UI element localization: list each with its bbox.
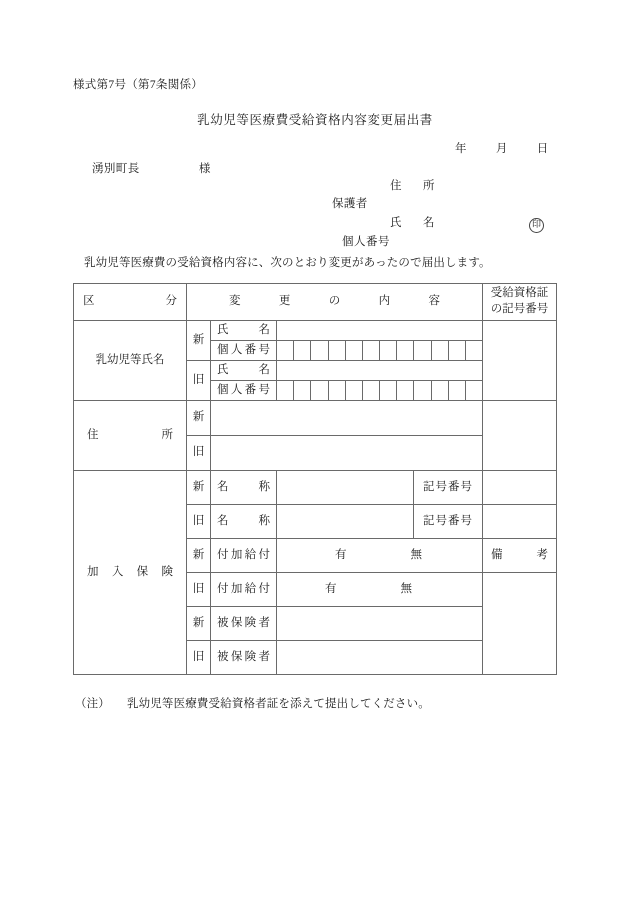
mynumber-box[interactable] <box>466 341 482 360</box>
mynumber-box[interactable] <box>449 381 466 400</box>
date-day-label: 日 <box>536 143 549 155</box>
label-benefit-new: 付加給付 <box>211 539 277 573</box>
field-certificate-number-address[interactable] <box>483 401 557 471</box>
mynumber-boxes-old[interactable] <box>277 381 482 400</box>
header-kubun: 区 分 <box>74 284 187 321</box>
field-infant-name-old[interactable] <box>277 361 483 381</box>
field-insurance-kigou-old[interactable] <box>483 505 557 539</box>
marker-old: 旧 <box>187 361 211 401</box>
mynumber-box[interactable] <box>449 341 466 360</box>
mynumber-box[interactable] <box>329 381 346 400</box>
page-title: 乳幼児等医療費受給資格内容変更届出書 <box>197 113 433 127</box>
footer-note-text: 乳幼児等医療費受給資格者証を添えて提出してください。 <box>126 698 430 710</box>
field-address-new[interactable] <box>211 401 483 436</box>
marker-old: 旧 <box>187 573 211 607</box>
field-infant-name-new[interactable] <box>277 321 483 341</box>
section-label-insurance: 加 入 保 険 <box>74 471 187 675</box>
benefit-yes-new[interactable]: 有 <box>335 548 347 561</box>
date-year-label: 年 <box>455 143 467 155</box>
table-row <box>74 471 557 505</box>
table-row <box>74 401 557 436</box>
label-insurance-name-new: 名 称 <box>211 471 277 505</box>
seal-circle-glyph: 印 <box>529 218 544 233</box>
field-insurance-name-old-input[interactable] <box>277 505 413 538</box>
field-insurance-name-old[interactable] <box>277 505 483 539</box>
label-insurance-name-old: 名 称 <box>211 505 277 539</box>
mynumber-box[interactable] <box>363 341 380 360</box>
footer-note <box>75 699 430 711</box>
label-insured-old: 被保険者 <box>211 641 277 675</box>
mynumber-box[interactable] <box>397 341 414 360</box>
field-remarks[interactable] <box>483 573 557 675</box>
benefit-no-old[interactable]: 無 <box>400 582 412 595</box>
mynumber-box[interactable] <box>346 381 363 400</box>
mynumber-box[interactable] <box>294 381 311 400</box>
applicant-name-label: 氏 名 <box>390 217 440 229</box>
mynumber-box[interactable] <box>363 381 380 400</box>
guardian-label: 保護者 <box>332 198 368 210</box>
benefit-options-old[interactable] <box>277 583 482 596</box>
addressee-name: 湧別町長 <box>92 163 140 175</box>
field-infant-mynumber-new[interactable] <box>277 341 483 361</box>
field-insurance-kigou-new[interactable] <box>483 471 557 505</box>
label-infant-name-new: 氏 名 <box>211 321 277 341</box>
label-remarks: 備 考 <box>483 539 557 573</box>
mynumber-boxes-new[interactable] <box>277 341 482 360</box>
section-label-infant-name: 乳幼児等氏名 <box>74 321 187 401</box>
table-header-row <box>74 284 557 321</box>
mynumber-box[interactable] <box>414 381 431 400</box>
mynumber-box[interactable] <box>432 341 449 360</box>
label-insured-new: 被保険者 <box>211 607 277 641</box>
date-line <box>455 144 548 156</box>
applicant-address-label: 住 所 <box>390 180 440 192</box>
label-infant-mynumber-new: 個人番号 <box>211 341 277 361</box>
mynumber-box[interactable] <box>346 341 363 360</box>
marker-new: 新 <box>187 401 211 436</box>
mynumber-box[interactable] <box>294 341 311 360</box>
field-address-old[interactable] <box>211 436 483 471</box>
label-benefit-old: 付加給付 <box>211 573 277 607</box>
mynumber-box[interactable] <box>311 341 328 360</box>
addressee <box>92 164 211 176</box>
header-change-content: 変 更 の 内 容 <box>187 284 483 321</box>
field-insured-new[interactable] <box>277 607 483 641</box>
seal-mark-icon <box>529 216 544 233</box>
marker-new: 新 <box>187 539 211 573</box>
marker-old: 旧 <box>187 505 211 539</box>
mynumber-box[interactable] <box>311 381 328 400</box>
mynumber-box[interactable] <box>277 381 294 400</box>
declaration-statement: 乳幼児等医療費の受給資格内容に、次のとおり変更があったので届出します。 <box>84 257 491 269</box>
mynumber-box[interactable] <box>380 341 397 360</box>
label-insurance-kigou-old: 記号番号 <box>413 505 482 538</box>
marker-new: 新 <box>187 321 211 361</box>
mynumber-box[interactable] <box>466 381 482 400</box>
label-infant-name-old: 氏 名 <box>211 361 277 381</box>
field-certificate-number-name[interactable] <box>483 321 557 401</box>
addressee-honorific: 様 <box>198 163 211 175</box>
field-benefit-new[interactable] <box>277 539 483 573</box>
change-details-table <box>73 283 557 675</box>
mynumber-box[interactable] <box>432 381 449 400</box>
benefit-yes-old[interactable]: 有 <box>325 582 337 595</box>
mynumber-box[interactable] <box>380 381 397 400</box>
mynumber-box[interactable] <box>277 341 294 360</box>
benefit-no-new[interactable]: 無 <box>410 548 422 561</box>
form-number: 様式第7号（第7条関係） <box>73 79 204 91</box>
applicant-my-number-label: 個人番号 <box>342 236 390 248</box>
marker-old: 旧 <box>187 436 211 471</box>
field-insured-old[interactable] <box>277 641 483 675</box>
label-insurance-kigou-new: 記号番号 <box>413 471 482 504</box>
mynumber-box[interactable] <box>414 341 431 360</box>
section-label-address: 住 所 <box>74 401 187 471</box>
table-row <box>74 321 557 341</box>
field-insurance-name-new[interactable] <box>277 471 483 505</box>
marker-old: 旧 <box>187 641 211 675</box>
label-infant-mynumber-old: 個人番号 <box>211 381 277 401</box>
field-benefit-old[interactable] <box>277 573 483 607</box>
field-insurance-name-new-input[interactable] <box>277 471 413 504</box>
benefit-options-new[interactable] <box>277 549 482 562</box>
mynumber-box[interactable] <box>329 341 346 360</box>
field-infant-mynumber-old[interactable] <box>277 381 483 401</box>
footer-note-label: （注） <box>75 698 110 710</box>
header-certificate-number: 受給資格証 の記号番号 <box>483 284 557 321</box>
mynumber-box[interactable] <box>397 381 414 400</box>
marker-new: 新 <box>187 471 211 505</box>
date-month-label: 月 <box>495 143 508 155</box>
marker-new: 新 <box>187 607 211 641</box>
